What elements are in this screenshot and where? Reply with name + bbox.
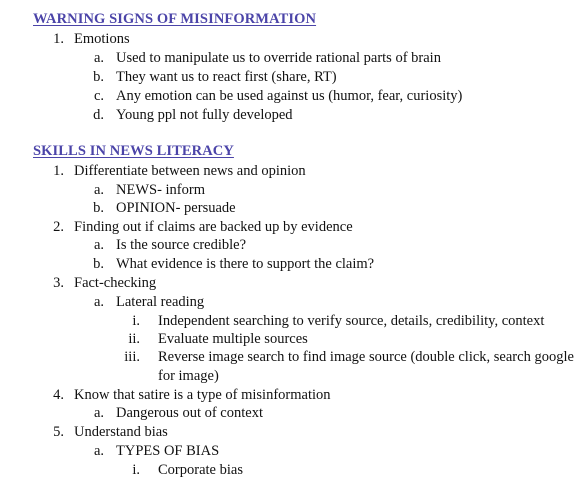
list-item-text: OPINION- persuade bbox=[116, 200, 236, 216]
list-marker: a. bbox=[93, 50, 104, 66]
list-marker: 4. bbox=[53, 387, 64, 403]
list-item-text: Young ppl not fully developed bbox=[116, 107, 293, 123]
list-marker: b. bbox=[93, 200, 104, 216]
list-item-text: Corporate bias bbox=[158, 462, 243, 478]
list-item-text: Independent searching to verify source, details, credibility, context bbox=[158, 313, 545, 329]
list-marker: c. bbox=[93, 88, 104, 104]
list-marker: 5. bbox=[53, 424, 64, 440]
list-marker: a. bbox=[93, 443, 104, 459]
list-item-text: Differentiate between news and opinion bbox=[74, 163, 306, 179]
list-item-text: Fact-checking bbox=[74, 275, 157, 291]
list-item-text: Any emotion can be used against us (humor, fear, curiosity) bbox=[116, 88, 463, 104]
list-marker: a. bbox=[93, 405, 104, 421]
list-marker: a. bbox=[93, 237, 104, 253]
list-item-text: NEWS- inform bbox=[116, 182, 205, 198]
list-marker: 3. bbox=[53, 275, 64, 291]
list-marker: i. bbox=[132, 462, 140, 478]
list-item-text: Evaluate multiple sources bbox=[158, 331, 308, 347]
list-marker: ii. bbox=[128, 331, 140, 347]
section-heading-warning-signs: WARNING SIGNS OF MISINFORMATION bbox=[33, 11, 317, 27]
list-marker: 1. bbox=[53, 31, 64, 47]
list-marker: i. bbox=[132, 313, 140, 329]
list-item-text: Lateral reading bbox=[116, 294, 205, 310]
list-item-text: Understand bias bbox=[74, 424, 168, 440]
list-marker: b. bbox=[93, 256, 104, 272]
list-marker: iii. bbox=[124, 349, 140, 365]
list-marker: 1. bbox=[53, 163, 64, 179]
list-item-text: Know that satire is a type of misinformation bbox=[74, 387, 331, 403]
list-item-text: Reverse image search to find image source (double click, search google for image) bbox=[158, 349, 574, 384]
list-marker: d. bbox=[93, 107, 104, 123]
list-item-text: They want us to react first (share, RT) bbox=[116, 69, 337, 85]
list-marker: a. bbox=[93, 182, 104, 198]
list-item-text: Is the source credible? bbox=[116, 237, 247, 253]
list-item-text: Finding out if claims are backed up by evidence bbox=[74, 219, 353, 235]
list-item-text: What evidence is there to support the claim? bbox=[116, 256, 375, 272]
list-item-text: TYPES OF BIAS bbox=[116, 443, 220, 459]
list-item-text: Emotions bbox=[74, 31, 130, 47]
list-marker: 2. bbox=[53, 219, 64, 235]
list-item-text: Dangerous out of context bbox=[116, 405, 263, 421]
list-marker: b. bbox=[93, 69, 104, 85]
section-heading-skills: SKILLS IN NEWS LITERACY bbox=[33, 143, 234, 159]
list-marker: a. bbox=[93, 294, 104, 310]
list-item-text: Used to manipulate us to override rational parts of brain bbox=[116, 50, 441, 66]
